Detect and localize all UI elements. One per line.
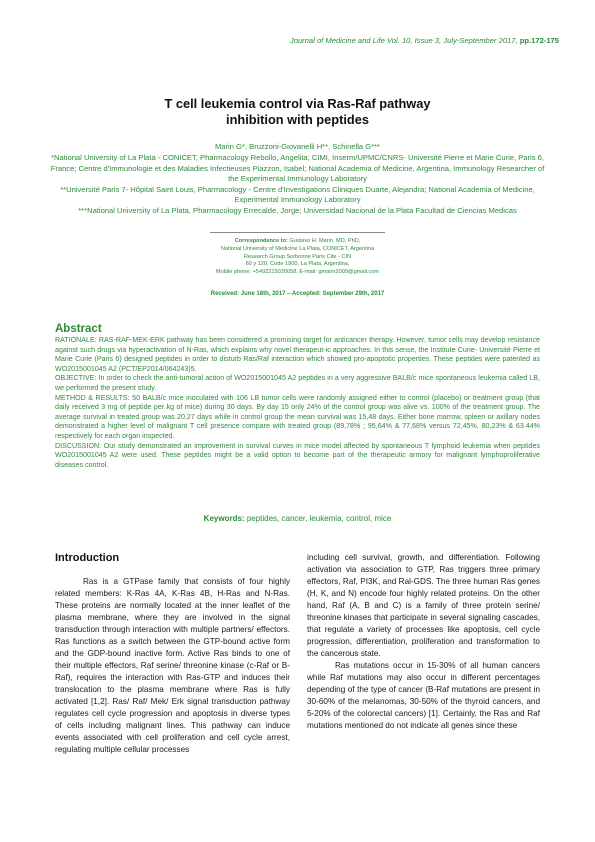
left-column: [55, 576, 290, 756]
journal-header: [290, 36, 559, 45]
intro-paragraph-2: Ras mutations occur in 15-30% of all human cancers while Raf mutations may also occur in different percentages depending of the type of cancer (B-Raf mutations are present in 30-60% of the melanomas, 30-50% of the thyroid cancers, and 5-20% of the colorectal cancers) [1]. Certainly, the Ras and Raf mutations mentioned do not indicate all genes since these: [307, 661, 540, 730]
correspondence-contact: Mobile phone: +5492215030058, E-mail: gmarin2009@gmail.com: [215, 269, 380, 276]
title-line-2: inhibition with peptides: [226, 112, 369, 127]
intro-paragraph-1: Ras is a GTPase family that consists of four highly related members: K-Ras 4A, K-Ras 4B, H-Ras and N-Ras. These proteins are normally located at the inner leaflet of the plasma membrane, where they are involved in the signal transduction through interaction with multiple partners/ effectors. Ras functions as a switch between the GTP-bound active form and the GDP-bound inactive form. Active Ras binds to one of their multiple effectors, Raf serine/ threonine kinase (c-Raf or B-Raf), requires the interaction with Ras-GTP and induces their translocation to the plasma membrane where Ras is fully activated [1,2]. Ras/ Raf/ Mek/ Erk signal transduction pathway regulates cell cycle progression and apoptosis in diverse types of cells including malignant lines. This pathway can induce events associated with cell proliferation and cell cycle arrest, regulating multiple cellular processes: [55, 577, 290, 754]
right-column: [307, 552, 540, 732]
correspondence-group: Research Group Sorbonne Paris Cite - CIN: [243, 253, 352, 260]
received-accepted-dates: Received: June 18th, 2017 – Accepted: September 29th, 2017: [210, 291, 385, 297]
abstract-heading: Abstract: [55, 323, 102, 335]
keywords-label: Keywords:: [203, 514, 245, 523]
author-list: Marin G*, Bruzzoni-Giovanelli H**, Schinella G***: [214, 142, 381, 151]
abstract-rationale: RATIONALE: RAS-RAF-MEK-ERK pathway has been considered a promising target for anticancer therapy. However, tumor cells may develop resistance against such drugs via hyperactivation of N-Ras, which explains why novel therapeut-ic approaches. In this sense, the Institute Curie- Université Pierre et Marie Curie (Paris 6) designed peptides in order to disturb Ras/Raf interaction which showed pro-apoptotic properties. These peptides were patented as WO2015001045 A2 (PCT/EP2014/064243)5.: [55, 336, 540, 373]
correspondence-line: [140, 238, 455, 246]
correspondence-city: 60 y 120, Code 1900, La Plata, Argentina,: [245, 261, 350, 268]
correspondence-name: Gustavo H. Marin, MD, PhD,: [289, 238, 361, 244]
correspondence-label: Correspondence to:: [234, 238, 288, 244]
affiliations: [50, 153, 545, 217]
title-line-1: T cell leukemia control via Ras-Raf pathway: [164, 96, 431, 111]
abstract-discussion: DISCUSSION: Our study demonstrated an improvement in survival curves in mice model affected by spontaneous T lymphoid leukemia when peptides WO2015001045 A2 were used. These peptides might be a valid option to become part of the therapeutic armory for malignant lymphoproliferative diseases control.: [55, 441, 540, 469]
divider: [210, 232, 385, 233]
article-title: [60, 96, 535, 128]
introduction-heading: Introduction: [55, 552, 120, 564]
keywords: [55, 514, 540, 523]
intro-paragraph-1-continued: including cell survival, growth, and differentiation. Following activation via association to GTP, Ras triggers three primary effectors, Raf, PI3K, and Ral-GDS. The three human Ras genes (H, K, and N) encode four highly related proteins. On the other hand, Raf (A, B and C) is a family of three protein serine/ threonine kinases that participate in several signaling cascades, that regulate a variety of processes like apoptosis, cell cycle progression, differentiation, proliferation and transformation to the cancerous state.: [307, 553, 540, 658]
abstract-objective: OBJECTIVE: In order to check the anti-tumoral action of WO2015001045 A2 peptides in a very aggressive BALB/c mice spontaneous leukemia called LB, we performed the present study.: [55, 374, 540, 392]
affiliation-3: ***National University of La Plata, Pharmacology Errecalde, Jorge; Universidad Nacional de la Plata Facultad de Ciencias Medicas: [78, 205, 517, 215]
correspondence-block: [140, 238, 455, 277]
journal-citation: Journal of Medicine and Life Vol. 10, Issue 3, July-September 2017,: [289, 36, 518, 45]
abstract-methods-results: METHOD & RESULTS: 50 BALB/c mice inoculated with 106 LB tumor cells were randomly assigned either to control (placebo) or treatment group (that daily received 3 mg of peptide per kg of mice) during 30 days. By day 15 only 24% of the control group was alive vs. 100% of the treatment group. The average survival in treated group was 20,27 days while in control group the mean survival was 15,48 days. Either bone marrow, spleen or axillary nodes demonstrated a higher level of malignant T cell presence compare with treated group (89,78% ; 95,64% & 77,68% versus 72,45%, 80,23% & 63.44% respectively for each organ inspected.: [55, 393, 540, 440]
correspondence-address: National University of Medicine La Plata, CONICET, Argentina: [220, 245, 375, 252]
affiliation-2: **Université Paris 7- Hôpital Saint Louis, Pharmacology - Centre d'Investigations Cliniques Duarte, Alejandra; National Academia of Medicine, Experimental Immunology Laboratory: [60, 184, 535, 205]
affiliation-1: *National University of La Plata - CONICET, Pharmacology Rebollo, Angelita; CIMI, Inserm/UPMC/CNRS- Université Pierre et Marie Curie, Paris 6, France; Centre d'Immunologie et des Maladies Infectieuses Piazzon, Isabel; National Academia of Medicine, Argentina, Immunology Researcher of the Experimental Immunology Laboratory: [50, 153, 545, 184]
page-range: pp.172-175: [519, 36, 559, 45]
abstract-body: [55, 336, 540, 470]
keywords-text: peptides, cancer, leukemia, control, mice: [246, 514, 392, 523]
